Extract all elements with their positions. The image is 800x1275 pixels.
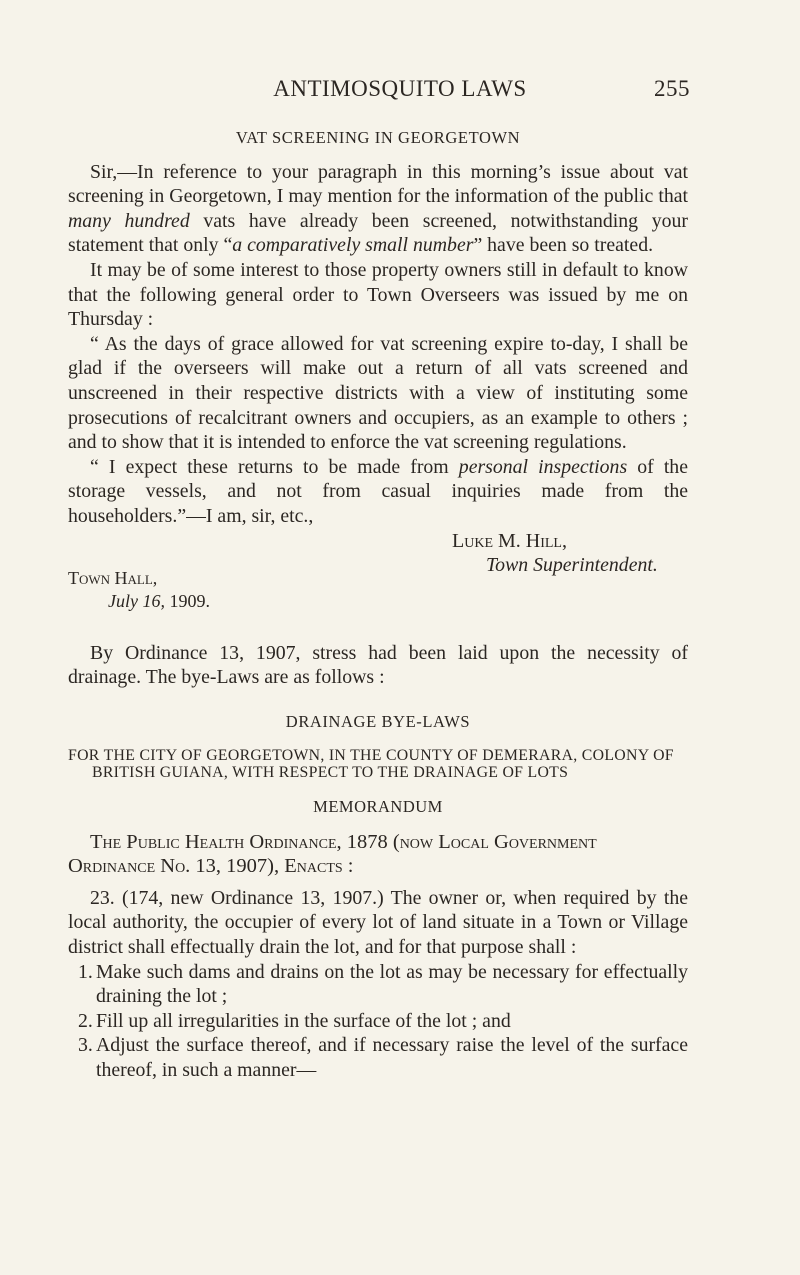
item-text: Make such dams and drains on the lot as may be necessary for effectually draining the lot ; — [96, 960, 688, 1008]
list-item — [68, 960, 688, 1009]
ordinance-line: The Public Health Ordinance, 1878 (now Local Government Ordinance No. 13, 1907), Enacts : — [68, 830, 597, 877]
page-body — [68, 126, 688, 1083]
date-month-day: July 16, — [108, 590, 165, 611]
letter-heading: VAT SCREENING IN GEORGETOWN — [235, 128, 521, 147]
signature-title: Town Superintendent. — [486, 553, 658, 576]
intro-paragraph: By Ordinance 13, 1907, stress had been laid upon the necessity of drainage. The bye-Laws are as follows : — [68, 641, 688, 689]
letter-paragraph-4 — [68, 455, 688, 529]
letter-paragraph-2: It may be of some interest to those property owners still in default to know that the following general order to Town Overseers was issued by me on Thursday : — [68, 258, 688, 331]
item-number: 3. — [78, 1034, 93, 1057]
letter-place: Town Hall, — [68, 567, 158, 588]
text-run: ” have been so treated. — [473, 234, 654, 257]
memorandum-heading: MEMORANDUM — [313, 797, 443, 817]
running-title: ANTIMOSQUITO LAWS — [273, 76, 527, 101]
signature-name: Luke M. Hill, — [452, 529, 567, 552]
text-run: of the storage vessels, and not from casual inquiries made from the householders.”—I am, sir, etc., — [68, 455, 688, 527]
page-number: 255 — [654, 76, 690, 101]
section-23: 23. (174, new Ordinance 13, 1907.) The owner or, when required by the local authority, the occupier of every lot of land situate in a Town or Village district shall effectually drain the lot, and for that purpose shall : — [68, 886, 688, 959]
item-number: 2. — [78, 1009, 93, 1032]
list-item — [68, 1033, 688, 1082]
italic-run: many hundred — [68, 209, 190, 232]
letter-date — [108, 589, 210, 614]
letter-paragraph-1 — [68, 160, 688, 258]
letter-paragraph-3: “ As the days of grace allowed for vat screening expire to-day, I shall be glad if the overseers will make out a return of all vats screened and unscreened in their respective districts with a view of instituting some prosecutions of recalcitrant owners and occupiers, as an example to others ; and to show that it is intended to enforce the vat screening regulations. — [68, 332, 688, 454]
item-text: Adjust the surface thereof, and if necessary raise the level of the surface thereof, in such a manner— — [96, 1034, 688, 1082]
date-year: 1909. — [164, 590, 210, 611]
section-items — [68, 960, 688, 1083]
italic-run: a comparatively small number — [232, 234, 474, 257]
item-text: Fill up all irregularities in the surface of the lot ; and — [96, 1009, 511, 1032]
italic-run: personal inspections — [458, 455, 628, 478]
text-run: vats have already been screened, notwithstanding your statement that only “ — [68, 209, 688, 257]
text-run: “ I expect these returns to be made from — [90, 455, 459, 478]
bylaws-scope: FOR THE CITY OF GEORGETOWN, IN THE COUNTY OF DEMERARA, COLONY OF BRITISH GUIANA, WITH RESPECT TO THE DRAINAGE OF LOTS — [68, 747, 674, 781]
item-number: 1. — [78, 960, 93, 983]
bylaws-heading: DRAINAGE BYE-LAWS — [285, 711, 471, 731]
signature-block — [68, 529, 688, 627]
list-item — [68, 1009, 688, 1034]
text-run: Sir,—In reference to your paragraph in this morning’s issue about vat screening in Georgetown, I may mention for the information of the public that — [68, 160, 688, 208]
